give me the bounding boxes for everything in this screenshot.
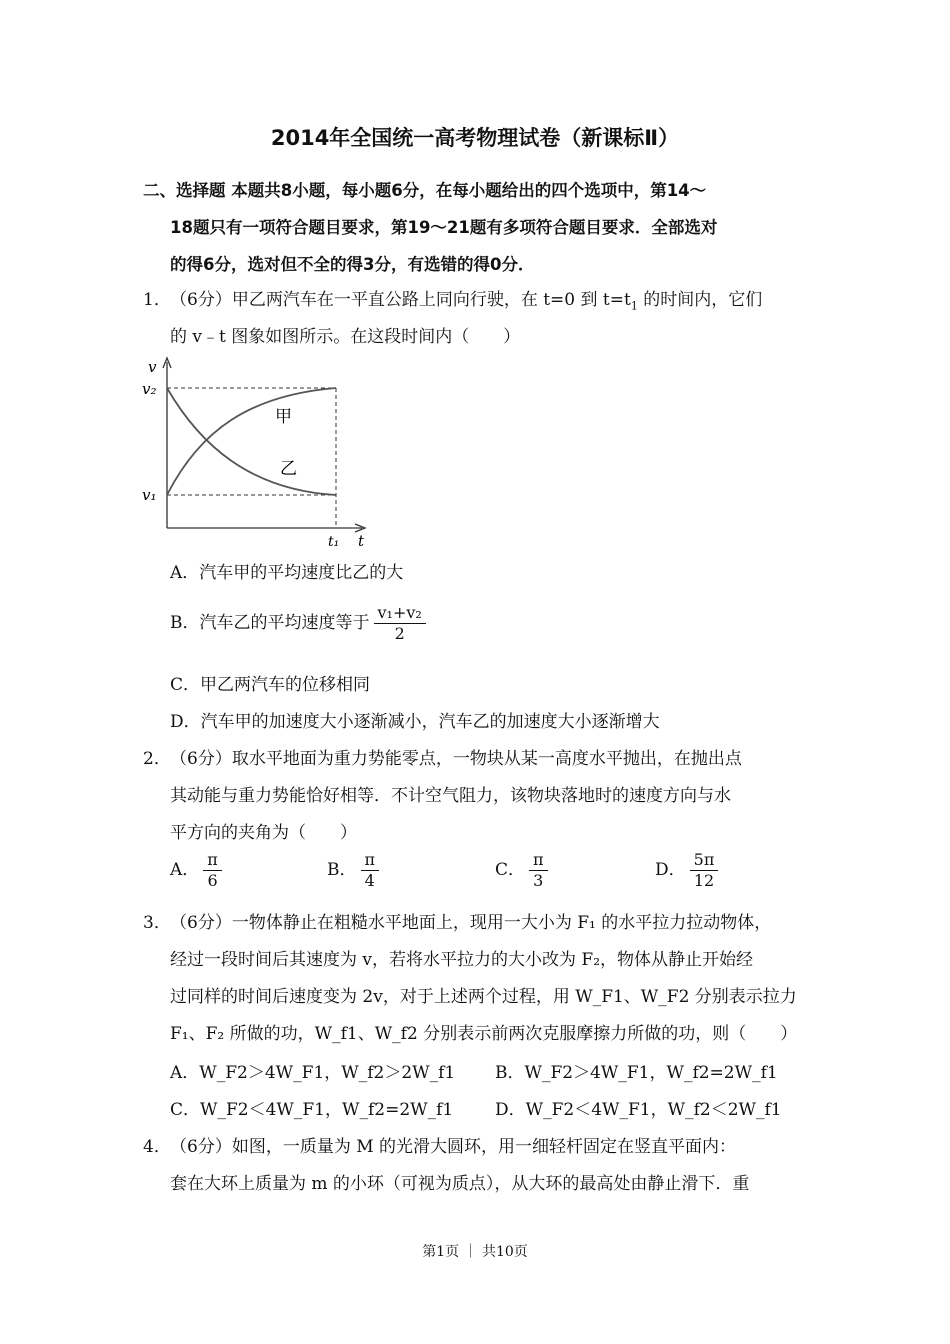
option-d[interactable]: D． $\frac{5\pi}{12}$ [655,850,718,891]
curve-yi [167,388,336,495]
question-text-line: （6分）如图，一质量为 M 的光滑大圆环，用一细轻杆固定在竖直平面内： [170,1137,737,1157]
question-number: 1． [143,290,171,310]
option-c[interactable]: C． $\frac{\pi}{3}$ [495,850,548,891]
x-axis-label: t [358,532,365,550]
question-text-line: 经过一段时间后其速度为 v，若将水平拉力的大小改为 F₂，物体从静止开始经 [170,950,754,970]
question-number: 3． [143,913,171,933]
t1-label: t₁ [328,534,340,550]
fraction: $\frac{\pi}{4}$ [361,850,380,891]
question-text-line: 其动能与重力势能恰好相等．不计空气阻力，该物块落地时的速度方向与水 [170,786,731,806]
section-line-3: 的得6分，选对但不全的得3分，有选错的得0分． [170,255,535,274]
option-d[interactable]: D．W_F2＜4W_F1，W_f2＜2W_f1 [495,1100,782,1120]
fraction: $\frac{5\pi}{12}$ [690,850,719,891]
fraction: $\frac{\pi}{3}$ [529,850,548,891]
option-c[interactable]: C．W_F2＜4W_F1，W_f2=2W_f1 [170,1100,454,1120]
fraction: $\frac{\text{v₁+v₂}}{2}$ [374,603,426,644]
option-a[interactable]: A．W_F2＞4W_F1，W_f2＞2W_f1 [170,1063,456,1083]
v1-label: v₁ [142,486,157,504]
option-c[interactable]: C．甲乙两汽车的位移相同 [170,675,371,695]
page-footer: 第1页 ｜ 共10页 [422,1244,528,1260]
question-text-line: 的 v﹣t 图象如图所示。在这段时间内（ ） [170,327,521,347]
fraction: $\frac{\pi}{6}$ [203,850,222,891]
page-title: 2014年全国统一高考物理试卷（新课标Ⅱ） [270,126,680,150]
question-text-line: （6分）一物体静止在粗糙水平地面上，现用一大小为 F₁ 的水平拉力拉动物体， [170,913,772,933]
question-text-line: 套在大环上质量为 m 的小环（可视为质点），从大环的最高处由静止滑下．重 [170,1174,750,1194]
question-number: 2． [143,749,171,769]
y-axis-label: v [148,358,157,376]
vt-graph [140,350,380,550]
curve-yi-label: 乙 [280,459,297,479]
question-text-line: 平方向的夹角为（ ） [170,823,357,843]
option-d[interactable]: D．汽车甲的加速度大小逐渐减小，汽车乙的加速度大小逐渐增大 [170,712,660,732]
option-b[interactable]: B．汽车乙的平均速度等于 $\frac{\text{v₁+v₂}}{2}$ [170,603,426,644]
question-text-line: （6分）甲乙两汽车在一平直公路上同向行驶，在 t=0 到 $t=t_1$ 的时间内，它们 [170,290,763,313]
question-text-line: （6分）取水平地面为重力势能零点，一物块从某一高度水平抛出，在抛出点 [170,749,742,769]
option-b[interactable]: B．W_F2＞4W_F1，W_f2=2W_f1 [495,1063,778,1083]
option-a[interactable]: A． $\frac{\pi}{6}$ [170,850,222,891]
v2-label: v₂ [142,380,157,398]
section-line-1: 二、选择题 本题共8小题，每小题6分，在每小题给出的四个选项中，第14～ [143,181,707,200]
option-b[interactable]: B． $\frac{\pi}{4}$ [327,850,379,891]
section-instructions [143,172,813,283]
curve-jia [167,388,336,495]
question-text-line: F₁、F₂ 所做的功，W_f1、W_f2 分别表示前两次克服摩擦力所做的功，则（ ） [170,1024,798,1044]
option-a[interactable]: A．汽车甲的平均速度比乙的大 [170,563,404,583]
question-text-line: 过同样的时间后速度变为 2v，对于上述两个过程，用 W_F1、W_F2 分别表示拉力 [170,987,797,1007]
question-number: 4． [143,1137,171,1157]
section-line-2: 18题只有一项符合题目要求，第19～21题有多项符合题目要求．全部选对 [170,218,718,237]
curve-jia-label: 甲 [275,407,292,427]
